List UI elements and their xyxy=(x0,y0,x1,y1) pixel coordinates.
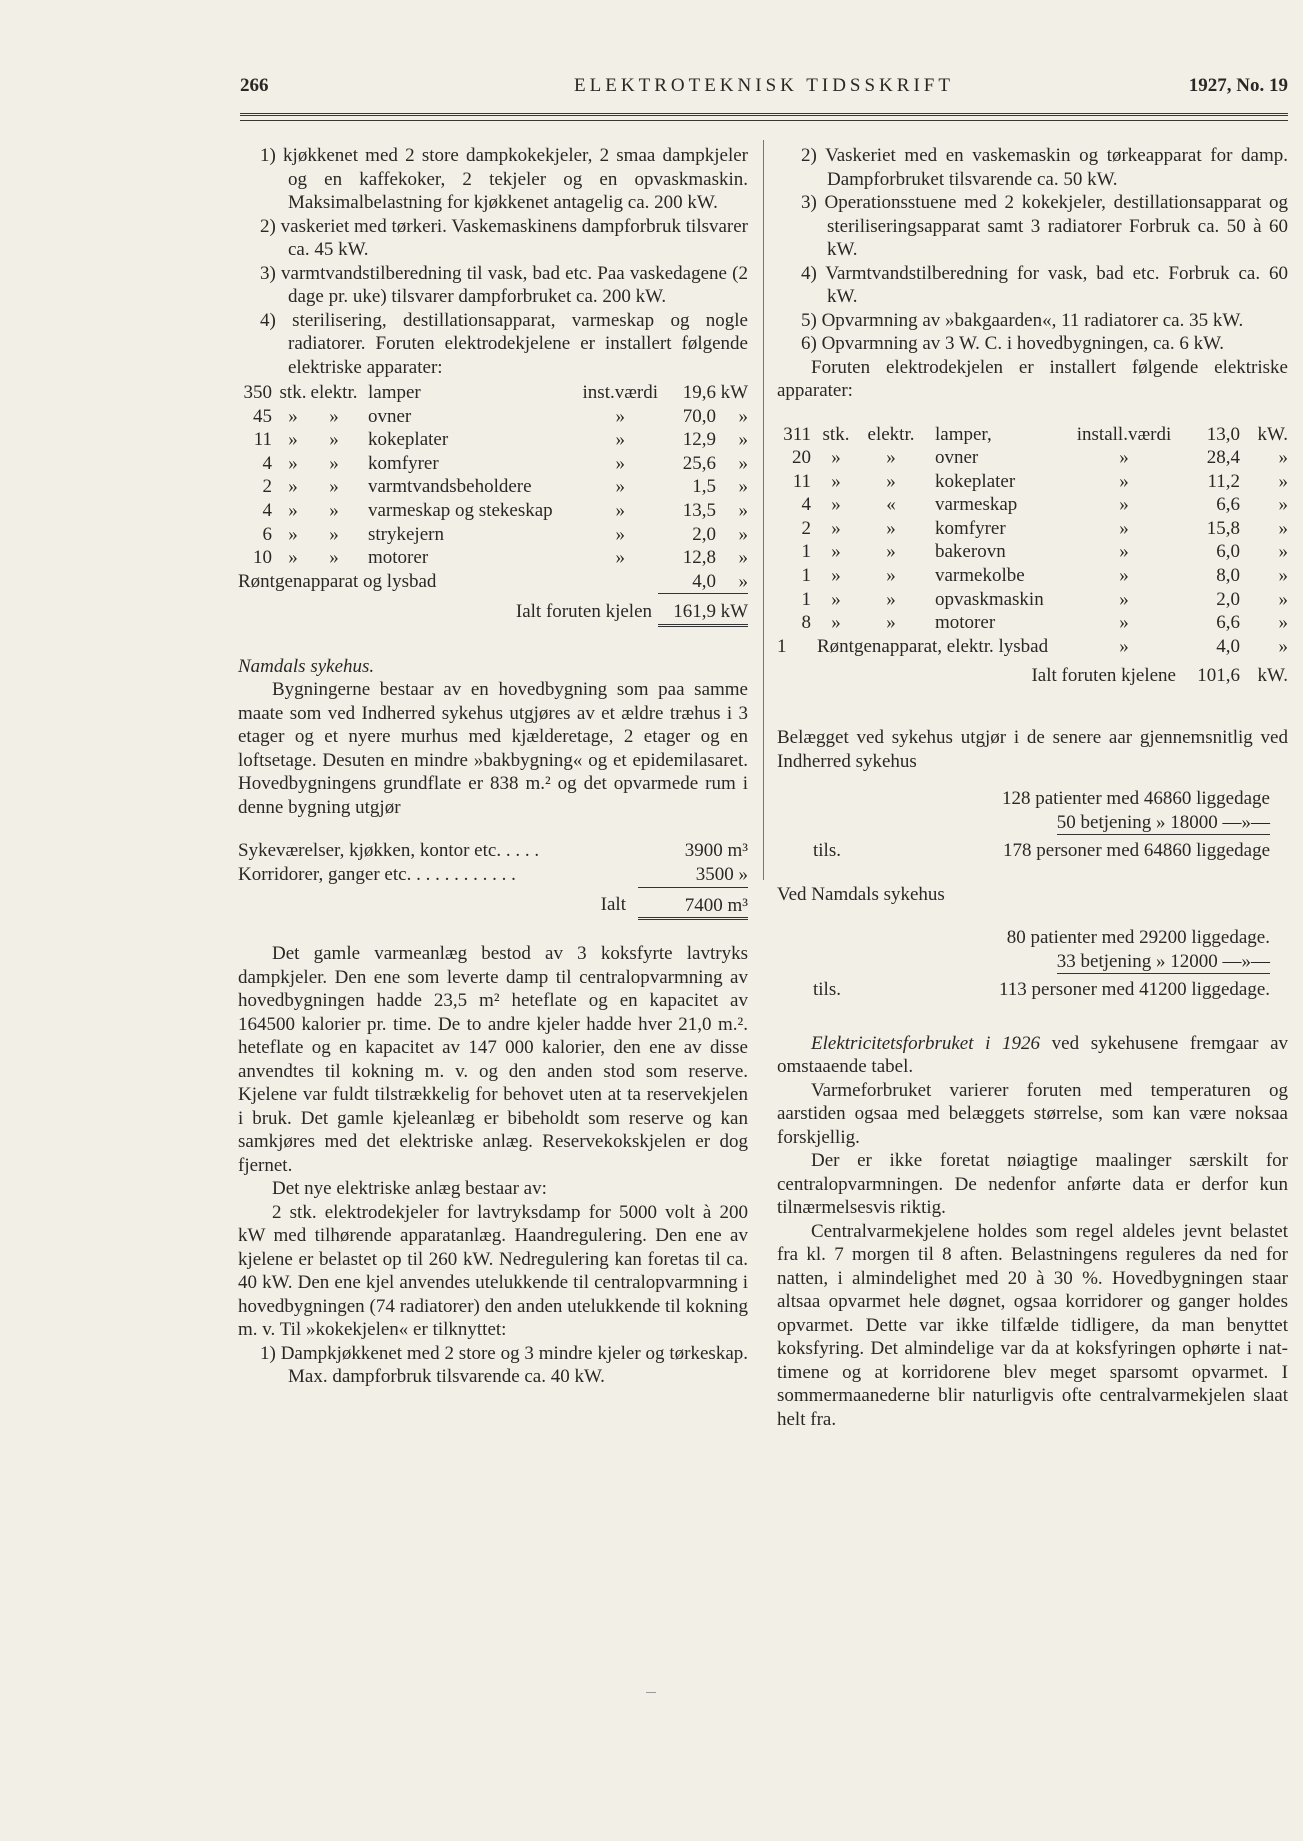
table-row: 45 » » ovner » 70,0 » xyxy=(253,405,748,427)
journal-title: ELEKTROTEKNISK TIDSSKRIFT xyxy=(574,75,954,96)
list-item: 1) Dampkjøkkenet med 2 store og 3 mindre kjeler og tørkeskap. Max. dampforbruk tilsvarende ca. 40 kW. xyxy=(260,1342,749,1388)
volume-table xyxy=(238,839,748,920)
table-row: 8 » » motorer » 6,6 » xyxy=(801,612,1288,634)
header-rule-thin xyxy=(240,120,1288,121)
apparatus-table-namdal xyxy=(777,423,1288,689)
table-row: Røntgenapparat og lysbad 4,0 » xyxy=(238,570,748,592)
table-row: 6 » » strykejern » 2,0 » xyxy=(262,523,748,545)
stat-row: 50 betjening » 18000 —»— xyxy=(777,811,1270,836)
list-item: 2) Vaskeriet med en vaskemaskin og tørkeapparat for damp. Dampforbruket tilsvarende ca. 50 kW. xyxy=(801,145,1288,190)
table-row: 10 » » motorer » 12,8 » xyxy=(253,547,748,569)
table-row: 11 » » kokeplater » 11,2 » xyxy=(792,470,1288,492)
table-row: 20 » » ovner » 28,4 » xyxy=(792,447,1288,469)
table-row: 4 » » varmeskap og stekeskap » 13,5 » xyxy=(262,499,748,521)
table-row: 1 » » bakerovn » 6,0 » xyxy=(801,541,1288,563)
paragraph: Der er ikke foretat nøiagtige maalinger særskilt for centralopvarmningen. De nedenfor anførte data er derfor kun tilnærmelsesvis riktig. xyxy=(777,1150,1288,1219)
table-row: 1 Røntgenapparat, elektr. lysbad » 4,0 » xyxy=(777,635,1288,657)
paragraph: Foruten elektrodekjelen er installert følgende elektriske apparater: xyxy=(777,356,1288,401)
paragraph: Centralvarmekjelene holdes som regel aldeles jevnt belastet fra kl. 7 morgen til 8 aften. Belastningens reguleres da ned for natten, i almindelighet med 20 à 30 %. Hovedbygningen staar altsaa opvarmet hele døgnet, ogsaa korridorer og ganger holdes opvarmet. Dette var ikke tilfælde tidligere, da man benyttet koksfyring. Det almindelige var da at koksfyringen ophørte i nat-timene og at korridorene blev meget sparsomt opvarmet. I sommermaanederne blir naturligvis ofte centralvarmekjelen slaat helt fra. xyxy=(777,1220,1288,1430)
list-item: 4) sterilisering, destillationsapparat, varmeskap og nogle radiatorer. Foruten elektrodekjelene er installert følgende elektriske apparater: xyxy=(260,309,748,378)
list-item: 1) kjøkkenet med 2 store dampkokekjeler, 2 smaa dampkjeler og en kaffekoker, 2 tekjeler og en opvaskmaskin. Maksimalbelastning for kjøkkenet antagelig ca. 200 kW. xyxy=(260,145,748,213)
paragraph: Belægget ved sykehus utgjør i de senere aar gjennemsnitlig ved Indherred sykehus xyxy=(777,727,1288,772)
list-item: 5) Opvarmning av »bakgaarden«, 11 radiatorer ca. 35 kW. xyxy=(801,309,1244,331)
stat-row: tils. 178 personer med 64860 liggedage xyxy=(813,840,1270,862)
page-number: 266 xyxy=(240,75,269,96)
occupancy-stats-indherred xyxy=(777,787,1288,863)
header-rule xyxy=(240,113,1288,119)
table-row: 2 » » varmtvandsbeholdere » 1,5 » xyxy=(262,476,748,498)
right-column xyxy=(777,144,1288,1431)
table-row: 4 » » komfyrer » 25,6 » xyxy=(262,452,748,474)
issue-number: 1927, No. 19 xyxy=(1188,75,1288,96)
occupancy-stats-namdal xyxy=(777,926,1288,1002)
paragraph: Det gamle varmeanlæg bestod av 3 koksfyrte lavtryks dampkjeler. Den ene som leverte damp til centralopvarmning av hovedbygningen hadde 23,5 m² heteflate og en kapacitet av 164500 kalorier pr. time. De to andre kjeler hadde hver 21,0 m.². heteflate og en kapacitet av 147 000 kalorier, den ene av disse anvendtes til kokning m. v. og den anden stod som reserve. Kjelene var fuldt tilstrækkelig for behovet uten at ta reservekjelen i bruk. Det gamle kjeleanlæg er bibeholdt som reserve og kan samkjøres med det elektriske anlæg. Reservekokskjelen er dog fjernet. xyxy=(238,943,748,1176)
section-heading: Namdals sykehus. xyxy=(238,655,375,677)
page-header xyxy=(240,74,1288,100)
table-row: 1 » » opvaskmaskin » 2,0 » xyxy=(801,588,1288,610)
paragraph: Varmeforbruket varierer foruten med temperaturen og aarstiden ogsaa med belæggets størrelse, som kan være noksaa forskjellig. xyxy=(777,1079,1288,1148)
paragraph: Elektricitetsforbruket i 1926 ved sykehusene fremgaar av omstaaende tabel. xyxy=(777,1032,1289,1078)
list-kitchen xyxy=(238,144,748,379)
paragraph: Det nye elektriske anlæg bestaar av: xyxy=(272,1178,547,1200)
list-item: 3) Operationsstuene med 2 kokekjeler, destillationsapparat og steriliseringsapparat samt 3 radiatorer Forbruk ca. 50 à 60 kW. xyxy=(801,192,1289,260)
paragraph: Ved Namdals sykehus xyxy=(777,883,945,905)
table-row: Korridorer, ganger etc. . . . . . . . . . . . 3500 » xyxy=(238,864,748,886)
table-total-row: Ialt foruten kjelen 161,9 kW xyxy=(238,594,748,626)
list-item: 3) varmtvandstilberedning til vask, bad etc. Paa vaskedagene (2 dage pr. uke) tilsvarer dampforbruket ca. 200 kW. xyxy=(260,262,749,307)
table-row: 2 » » komfyrer » 15,8 » xyxy=(801,517,1288,539)
table-row: 1 » » varmekolbe » 8,0 » xyxy=(801,565,1288,587)
table-total-row: Ialt foruten kjelene 101,6 kW. xyxy=(1031,665,1288,687)
paragraph: 2 stk. elektrodekjeler for lavtryksdamp for 5000 volt à 200 kW med tilhørende apparatanlæg. Haandregulering. Den ene av kjelene er belastet op til 260 kW. Nedregulering kan foretas til ca. 40 kW. Den ene kjel anvendes utelukkende til centralopvarmning i hovedbygningen (74 radiatorer) den anden utelukkende til kokning m. v. Til »kokekjelen« er tilknyttet: xyxy=(238,1201,748,1341)
footer-mark xyxy=(646,1692,656,1693)
list-item: 2) vaskeriet med tørkeri. Vaskemaskinens dampforbruk tilsvarer ca. 45 kW. xyxy=(260,215,749,260)
list-item: 6) Opvarmning av 3 W. C. i hovedbygningen, ca. 6 kW. xyxy=(801,333,1225,354)
stat-row: 33 betjening » 12000 —»— xyxy=(777,950,1270,975)
table-row: 4 » « varmeskap » 6,6 » xyxy=(801,494,1288,516)
list-item: 4) Varmtvandstilberedning for vask, bad etc. Forbruk ca. 60 kW. xyxy=(801,262,1288,307)
table-total-row: Ialt 7400 m³ xyxy=(238,887,748,919)
paragraph: Bygningerne bestaar av en hovedbygning som paa samme maate som ved Indherred sykehus utgjøres av et ældre træhus i 3 etager og et nyere murhus med kjælderetage, 2 etager og en loftsetage. Desuten en mindre »bakbygning« og et epidemilasaret. Hovedbygningens grundflate er 838 m.² og det opvarmede rum i denne bygning utgjør xyxy=(238,679,748,818)
column-divider xyxy=(763,140,764,880)
stat-row: tils. 113 personer med 41200 liggedage. xyxy=(813,979,1270,1001)
table-row: 311 stk. elektr. lamper, install.værdi 13,0 kW. xyxy=(783,423,1288,445)
table-row: Sykeværelser, kjøkken, kontor etc. . . . . 3900 m³ xyxy=(238,840,748,862)
left-column xyxy=(238,144,748,1389)
stat-row: 80 patienter med 29200 liggedage. xyxy=(1006,927,1270,949)
stat-row: 128 patienter med 46860 liggedage xyxy=(1001,788,1270,810)
table-row: 11 » » kokeplater » 12,9 » xyxy=(253,429,748,451)
table-row: 350 stk. elektr. lamper inst.værdi 19,6 kW xyxy=(243,382,748,403)
apparatus-table-indherred xyxy=(238,381,748,627)
